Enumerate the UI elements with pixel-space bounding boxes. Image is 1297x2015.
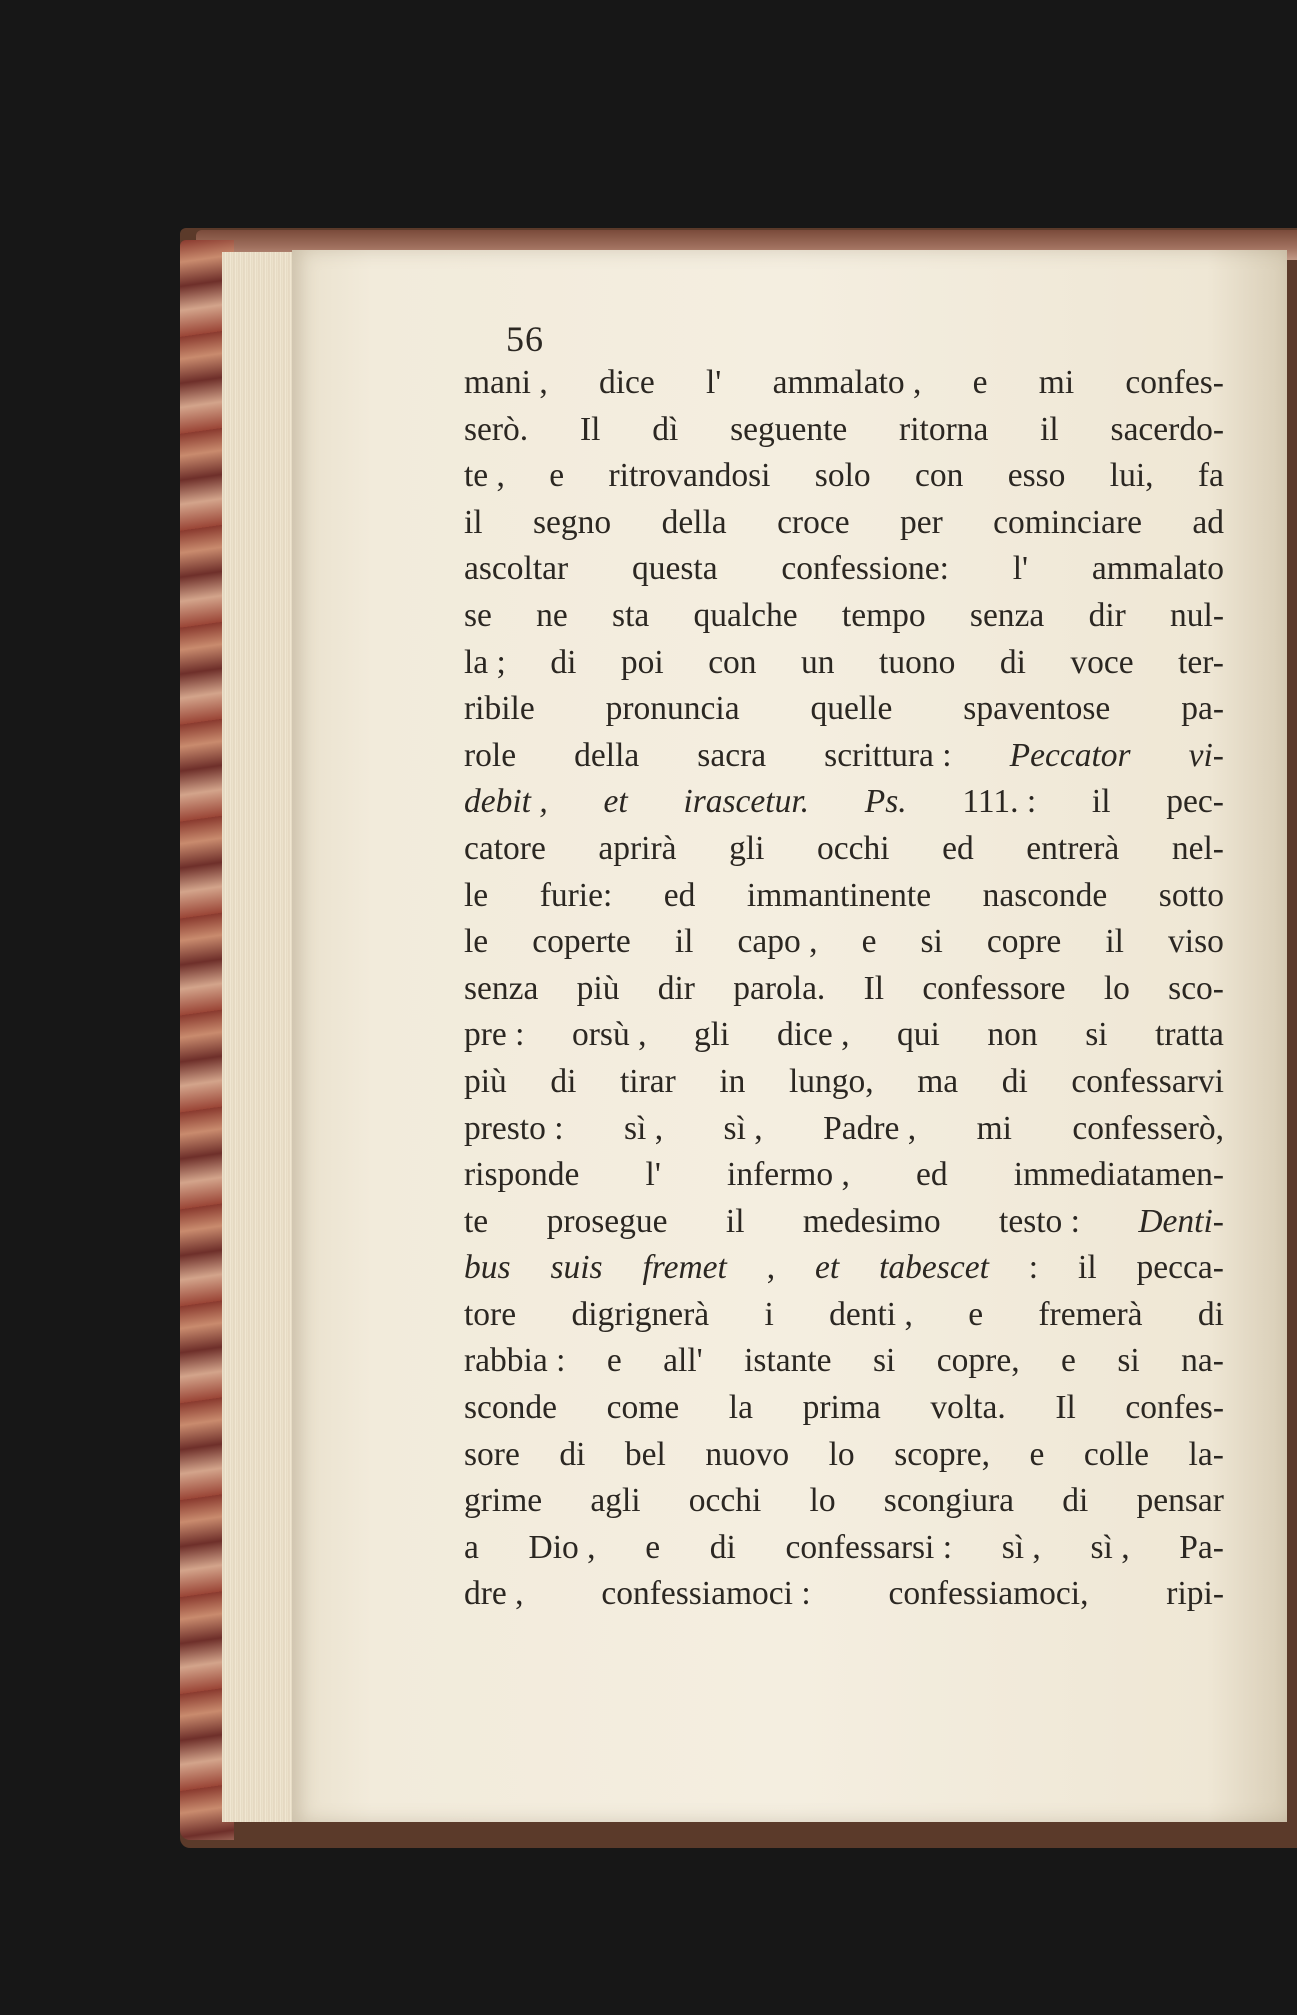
- text-line: grime agli occhi lo scongiura di pensar: [464, 1482, 1224, 1520]
- text-line: a Dio , e di confessarsi : sì , sì , Pa-: [464, 1528, 1224, 1566]
- text-line: te prosegue il medesimo testo : Denti-: [464, 1202, 1224, 1240]
- text-line: te , e ritrovandosi solo con esso lui, fa: [464, 457, 1224, 495]
- text-line: sconde come la prima volta. Il confes-: [464, 1389, 1224, 1427]
- text-line: pre : orsù , gli dice , qui non si tratta: [464, 1016, 1224, 1054]
- text-line: sore di bel nuovo lo scopre, e colle la-: [464, 1435, 1224, 1473]
- text-line: bus suis fremet , et tabescet : il pecca-: [464, 1249, 1224, 1287]
- text-line: se ne sta qualche tempo senza dir nul-: [464, 596, 1224, 634]
- text-line: risponde l' infermo , ed immediatamen-: [464, 1156, 1224, 1194]
- text-line: serò. Il dì seguente ritorna il sacerdo-: [464, 410, 1224, 448]
- text-line: tore digrignerà i denti , e fremerà di: [464, 1295, 1224, 1333]
- text-line: ribile pronuncia quelle spaventose pa-: [464, 690, 1224, 728]
- text-line: role della sacra scrittura : Peccator vi-: [464, 736, 1224, 774]
- text-line: mani , dice l' ammalato , e mi confes-: [464, 364, 1224, 401]
- page-edges: [222, 252, 296, 1822]
- text-line: senza più dir parola. Il confessore lo sco-: [464, 969, 1224, 1007]
- text-line: le furie: ed immantinente nasconde sotto: [464, 876, 1224, 914]
- text-line: ascoltar questa confessione: l' ammalato: [464, 550, 1224, 588]
- text-line: debit , et irascetur. Ps. 111. : il pec-: [464, 783, 1224, 821]
- text-line: le coperte il capo , e si copre il viso: [464, 923, 1224, 961]
- text-line: dre , confessiamoci : confessiamoci, ripi-: [464, 1575, 1224, 1613]
- text-line: catore aprirà gli occhi ed entrerà nel-: [464, 829, 1224, 867]
- page-number: 56: [506, 319, 544, 359]
- text-line: la ; di poi con un tuono di voce ter-: [464, 643, 1224, 681]
- text-line: più di tirar in lungo, ma di confessarvi: [464, 1062, 1224, 1100]
- text-line: rabbia : e all' istante si copre, e si na-: [464, 1342, 1224, 1380]
- page-text: [464, 360, 1224, 1618]
- text-line: presto : sì , sì , Padre , mi confesserò,: [464, 1109, 1224, 1147]
- text-line: il segno della croce per cominciare ad: [464, 503, 1224, 541]
